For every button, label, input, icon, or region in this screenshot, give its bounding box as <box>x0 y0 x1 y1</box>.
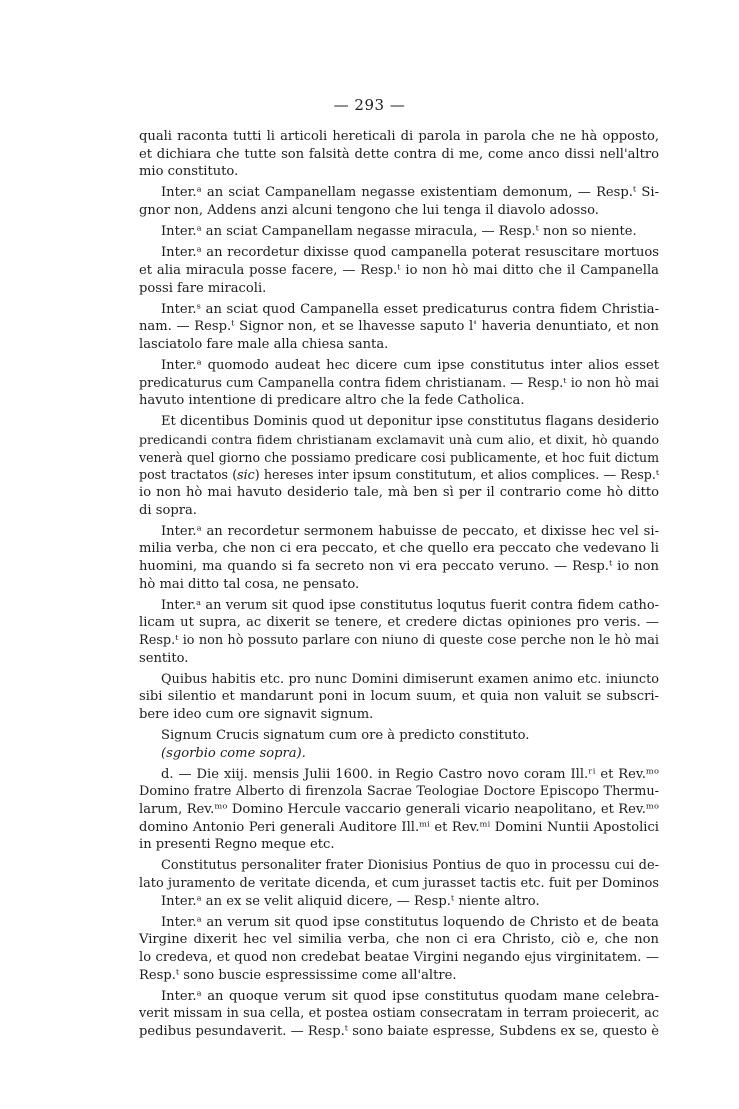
page-number: — 293 — <box>333 96 406 114</box>
text-line: Virgine dixerit hec vel similia verba, che non ci era Christo, ciò e, che non <box>139 932 659 948</box>
text-line: d. — Die xiij. mensis Julii 1600. in Regio Castro novo coram Ill.ʳⁱ et Rev.ᵐᵒ <box>161 766 659 782</box>
text-line: Inter.ᵃ an sciat Campanellam negasse existentiam demonum, — Resp.ᵗ Si- <box>161 185 659 201</box>
text-line: predicaturus cum Campanella contra fidem christianam. — Resp.ᵗ io non hò mai <box>139 375 659 391</box>
text-line: Quibus habitis etc. pro nunc Domini dimiserunt examen animo etc. iniuncto <box>161 671 659 687</box>
text-line: predicandi contra fidem christianam exclamavit unà cum alio, et dixit, hò quando <box>139 432 659 447</box>
text-line: huomini, ma quando si fa secreto non vi era peccato veruno. — Resp.ᵗ io non <box>139 558 659 574</box>
text-line: Inter.ᵃ an verum sit quod ipse constitutus loquendo de Christo et de beata <box>161 914 659 930</box>
text-line: (sgorbio come sopra). <box>161 745 306 761</box>
text-line: Signum Crucis signatum cum ore à predicto constituto. <box>161 728 530 743</box>
text-line: nam. — Resp.ᵗ Signor non, et se lhavesse saputo l' haveria denuntiato, et non <box>139 319 659 335</box>
sic-note: sic <box>237 467 255 483</box>
body-text <box>139 128 659 1041</box>
text-line: lasciatolo fare male alla chiesa santa. <box>139 336 389 352</box>
text-line: larum, Rev.ᵐᵒ Domino Hercule vaccario generali vicario neapolitano, et Rev.ᵐᵒ <box>139 802 659 817</box>
text-line: sentito. <box>139 650 189 666</box>
text-line: in presenti Regno meque etc. <box>139 837 335 853</box>
text-line: lo credeva, et quod non credebat beatae Virgini negando ejus virginitatem. — <box>139 950 659 965</box>
text-line: di sopra. <box>139 502 197 518</box>
text-line: venerà quel giorno che possiamo predicare cosi publicamente, et hoc fuit dictum <box>139 449 659 465</box>
text-line: Inter.ᵃ quomodo audeat hec dicere cum ipse constitutus inter alios esset <box>161 358 659 373</box>
text-line: Inter.ᵃ an verum sit quod ipse constitutus loqutus fuerit contra fidem catho- <box>161 597 659 613</box>
text-line: Resp.ᵗ sono buscie espressissime come all'altre. <box>139 967 457 983</box>
text-line: post tractatos (sic) hereses inter ipsum constitutum, et alios complices. — Resp.ᵗ <box>139 467 659 483</box>
text-line: possi fare miracoli. <box>139 280 267 296</box>
text-line: licam ut supra, ac dixerit se tenere, et credere dictas opiniones pro veris. — <box>139 615 659 631</box>
text-line: pedibus pesundaverit. — Resp.ᵗ sono baiate espresse, Subdens ex se, questo è <box>139 1024 659 1039</box>
text-line: et alia miracula posse facere, — Resp.ᵗ io non hò mai ditto che il Campanella <box>139 262 659 278</box>
text-line: Resp.ᵗ io non hò possuto parlare con niuno di queste cose perche non le hò mai <box>139 632 659 648</box>
text-line: Inter.ᵃ an quoque verum sit quod ipse constitutus quodam mane celebra- <box>161 988 659 1004</box>
text-line: et dichiara che tutte son falsità dette contra di me, come anco dissi nell'altro <box>139 146 659 162</box>
text-line: Et dicentibus Dominis quod ut deponitur ipse constitutus flagans desiderio <box>161 414 659 430</box>
text-line: quali raconta tutti li articoli hereticali di parola in parola che ne hà opposto, <box>139 129 659 144</box>
text-line: Inter.ᵃ an recordetur dixisse quod campanella poterat resuscitare mortuos <box>161 245 659 261</box>
text-line: Constitutus personaliter frater Dionisius Pontius de quo in processu cui de- <box>161 858 659 874</box>
text-line: Inter.ᵃ an sciat Campanellam negasse miracula, — Resp.ᵗ non so niente. <box>161 224 637 240</box>
text-line: hò mai ditto tal cosa, ne pensato. <box>139 576 360 592</box>
text-line: Inter.ˢ an sciat quod Campanella esset predicaturus contra fidem Christia- <box>161 301 659 317</box>
text-line: havuto intentione di predicare altro che la fede Catholica. <box>139 393 525 409</box>
text-line: mio constituto. <box>139 164 239 180</box>
text-line: bere ideo cum ore signavit signum. <box>139 706 374 722</box>
text-line: Domino fratre Alberto di firenzola Sacrae Teologiae Doctore Episcopo Thermu- <box>139 784 659 800</box>
text-line: io non hò mai havuto desiderio tale, mà ben sì per il contrario come hò ditto <box>139 484 659 500</box>
text-line: lato juramento de veritate dicenda, et cum jurasset tactis etc. fuit per Dominos <box>139 876 659 891</box>
text-line: gnor non, Addens anzi alcuni tengono che lui tenga il diavolo adosso. <box>139 203 599 218</box>
text-line: domino Antonio Peri generali Auditore Ill.ᵐⁱ et Rev.ᵐⁱ Domini Nuntii Apostolici <box>139 819 659 835</box>
text-line: Inter.ᵃ an recordetur sermonem habuisse de peccato, et dixisse hec vel si- <box>161 523 659 539</box>
text-line: Inter.ᵃ an ex se velit aliquid dicere, — Resp.ᵗ niente altro. <box>161 893 540 909</box>
text-line: milia verba, che non ci era peccato, et che quello era peccato che vedevano li <box>139 541 659 557</box>
text-line: sibi silentio et mandarunt poni in locum suum, et quia non valuit se subscri- <box>139 689 659 705</box>
text-line: verit missam in sua cella, et postea ostiam consecratam in terram proiecerit, ac <box>139 1006 659 1022</box>
